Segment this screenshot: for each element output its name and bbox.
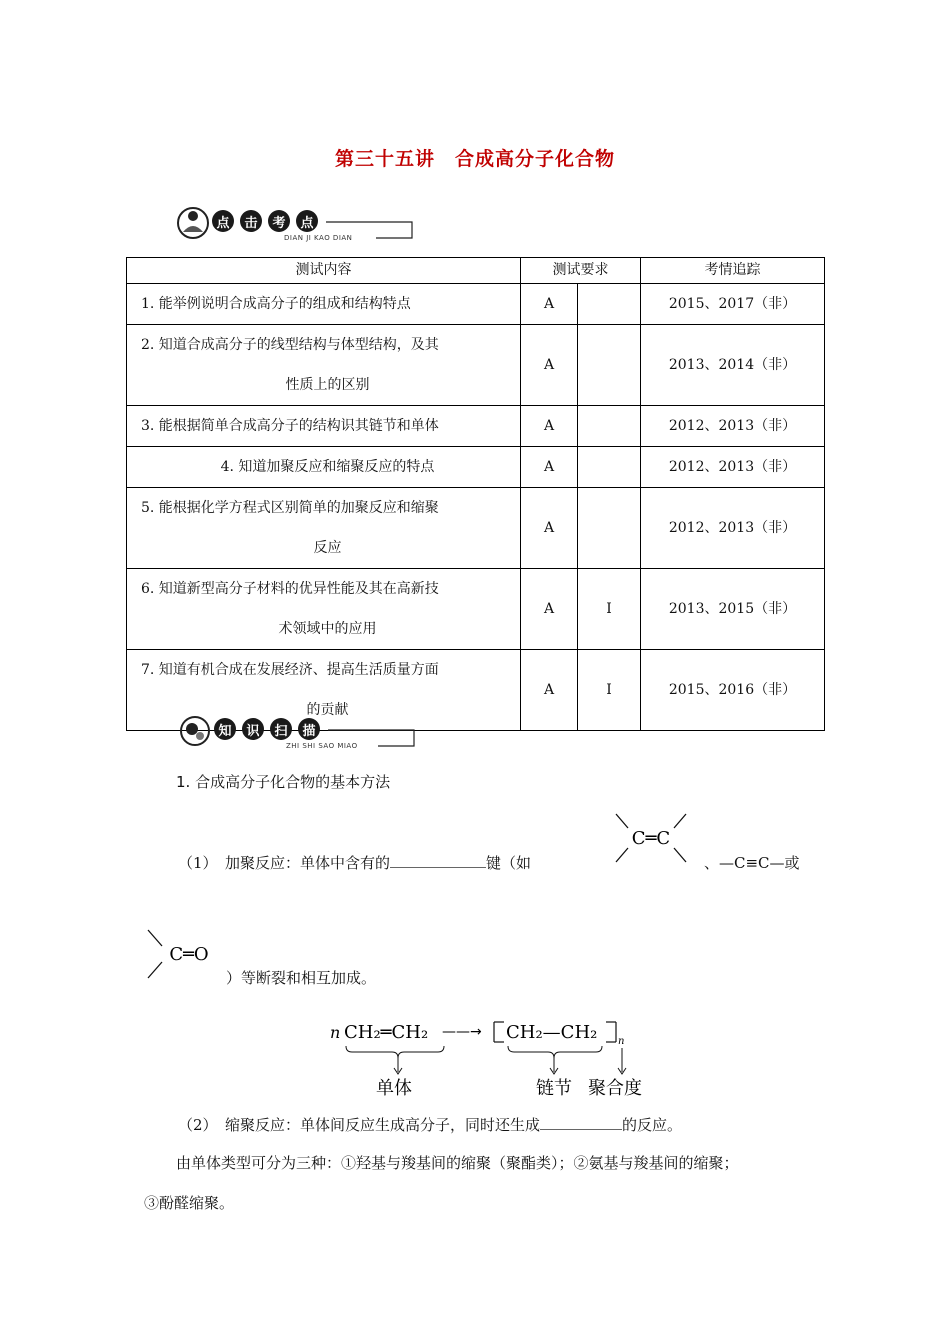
- table-row: [127, 488, 825, 569]
- label-monomer: 单体: [376, 1078, 412, 1098]
- row-level: [578, 406, 641, 447]
- row-requirement: A: [521, 569, 578, 650]
- paragraph-line-2: ③酚醛缩聚。: [144, 1194, 235, 1212]
- repeat-unit-formula: CH₂—CH₂: [506, 1022, 598, 1043]
- gear-logo-icon: [178, 714, 212, 748]
- row-content: 5. 能根据化学方程式区别简单的加聚反应和缩聚 反应: [127, 488, 521, 569]
- badge-char: 描: [298, 718, 320, 740]
- row-content: 4. 知道加聚反应和缩聚反应的特点: [127, 447, 521, 488]
- header-requirement: 测试要求: [521, 258, 641, 284]
- item2-suffix: 的反应。: [622, 1116, 683, 1134]
- row-requirement: A: [521, 284, 578, 325]
- page-title: 第三十五讲 合成高分子化合物: [334, 148, 615, 170]
- row-level: [578, 325, 641, 406]
- table-row: [127, 406, 825, 447]
- row-tracking: 2012、2013（非）: [641, 488, 825, 569]
- badge-char: 识: [242, 718, 264, 740]
- table-header-row: [127, 258, 825, 284]
- paragraph-line-1: 由单体类型可分为三种：①羟基与羧基间的缩聚（聚酯类）；②氨基与羧基间的缩聚；: [176, 1154, 739, 1172]
- table-row: [127, 447, 825, 488]
- badge-char: 知: [214, 718, 236, 740]
- person-logo-icon: [176, 206, 210, 240]
- row-requirement: A: [521, 488, 578, 569]
- row-content: 7. 知道有机合成在发展经济、提高生活质量方面 的贡献: [127, 650, 521, 731]
- row-requirement: A: [521, 325, 578, 406]
- section-badge-kaodian: [176, 206, 416, 246]
- answer-blank-byproduct[interactable]: [540, 1115, 622, 1130]
- badge-pinyin: ZHI SHI SAO MIAO: [286, 742, 358, 750]
- row-content: 1. 能举例说明合成高分子的组成和结构特点: [127, 284, 521, 325]
- row-level: Ⅰ: [578, 650, 641, 731]
- row-level: [578, 284, 641, 325]
- row-content: 3. 能根据简单合成高分子的结构识其链节和单体: [127, 406, 521, 447]
- monomer-formula: CH₂═CH₂: [344, 1022, 429, 1043]
- label-degree: 聚合度: [588, 1078, 642, 1098]
- badge-char: 点: [296, 210, 318, 232]
- row-tracking: 2013、2014（非）: [641, 325, 825, 406]
- badge-char: 点: [212, 210, 234, 232]
- row-content: 6. 知道新型高分子材料的优异性能及其在高新技 术领域中的应用: [127, 569, 521, 650]
- requirements-table: [126, 257, 825, 731]
- section-badge-zhishi: [178, 714, 418, 754]
- item1-mid: 键（如: [486, 854, 532, 872]
- coefficient-n: n: [330, 1023, 341, 1042]
- item2-line: [178, 1114, 682, 1135]
- item1-line: [178, 852, 531, 873]
- badge-char: 扫: [270, 718, 292, 740]
- header-tracking: 考情追踪: [641, 258, 825, 284]
- reaction-arrow: ——→: [442, 1024, 482, 1040]
- row-level: Ⅰ: [578, 569, 641, 650]
- polymerization-equation: [326, 1014, 666, 1098]
- row-tracking: 2012、2013（非）: [641, 406, 825, 447]
- carbonyl-structure: [142, 922, 222, 986]
- row-content: 2. 知道合成高分子的线型结构与体型结构，及其 性质上的区别: [127, 325, 521, 406]
- item1-prefix: （1） 加聚反应：单体中含有的: [178, 854, 391, 872]
- header-content: 测试内容: [127, 258, 521, 284]
- alkene-structure: [606, 806, 696, 870]
- table-row: [127, 284, 825, 325]
- item1-tail: 、—C≡C—或: [704, 854, 800, 872]
- degree-subscript: n: [618, 1036, 625, 1047]
- row-tracking: 2013、2015（非）: [641, 569, 825, 650]
- table-row: [127, 569, 825, 650]
- badge-pinyin: DIAN JI KAO DIAN: [284, 234, 353, 242]
- label-repeat-unit: 链节: [536, 1078, 572, 1098]
- badge-char: 考: [268, 210, 290, 232]
- answer-blank-bond[interactable]: [390, 853, 486, 868]
- item2-prefix: （2） 缩聚反应：单体间反应生成高分子，同时还生成: [178, 1116, 541, 1134]
- row-requirement: A: [521, 406, 578, 447]
- row-tracking: 2015、2016（非）: [641, 650, 825, 731]
- badge-char: 击: [240, 210, 262, 232]
- row-level: [578, 447, 641, 488]
- item1-end: ）等断裂和相互加成。: [226, 969, 377, 987]
- alkene-formula: C═C: [631, 828, 671, 849]
- row-level: [578, 488, 641, 569]
- table-row: [127, 325, 825, 406]
- row-tracking: 2012、2013（非）: [641, 447, 825, 488]
- carbonyl-formula: C═O: [169, 944, 209, 965]
- row-requirement: A: [521, 447, 578, 488]
- row-requirement: A: [521, 650, 578, 731]
- row-tracking: 2015、2017（非）: [641, 284, 825, 325]
- section-heading: 1. 合成高分子化合物的基本方法: [176, 773, 391, 791]
